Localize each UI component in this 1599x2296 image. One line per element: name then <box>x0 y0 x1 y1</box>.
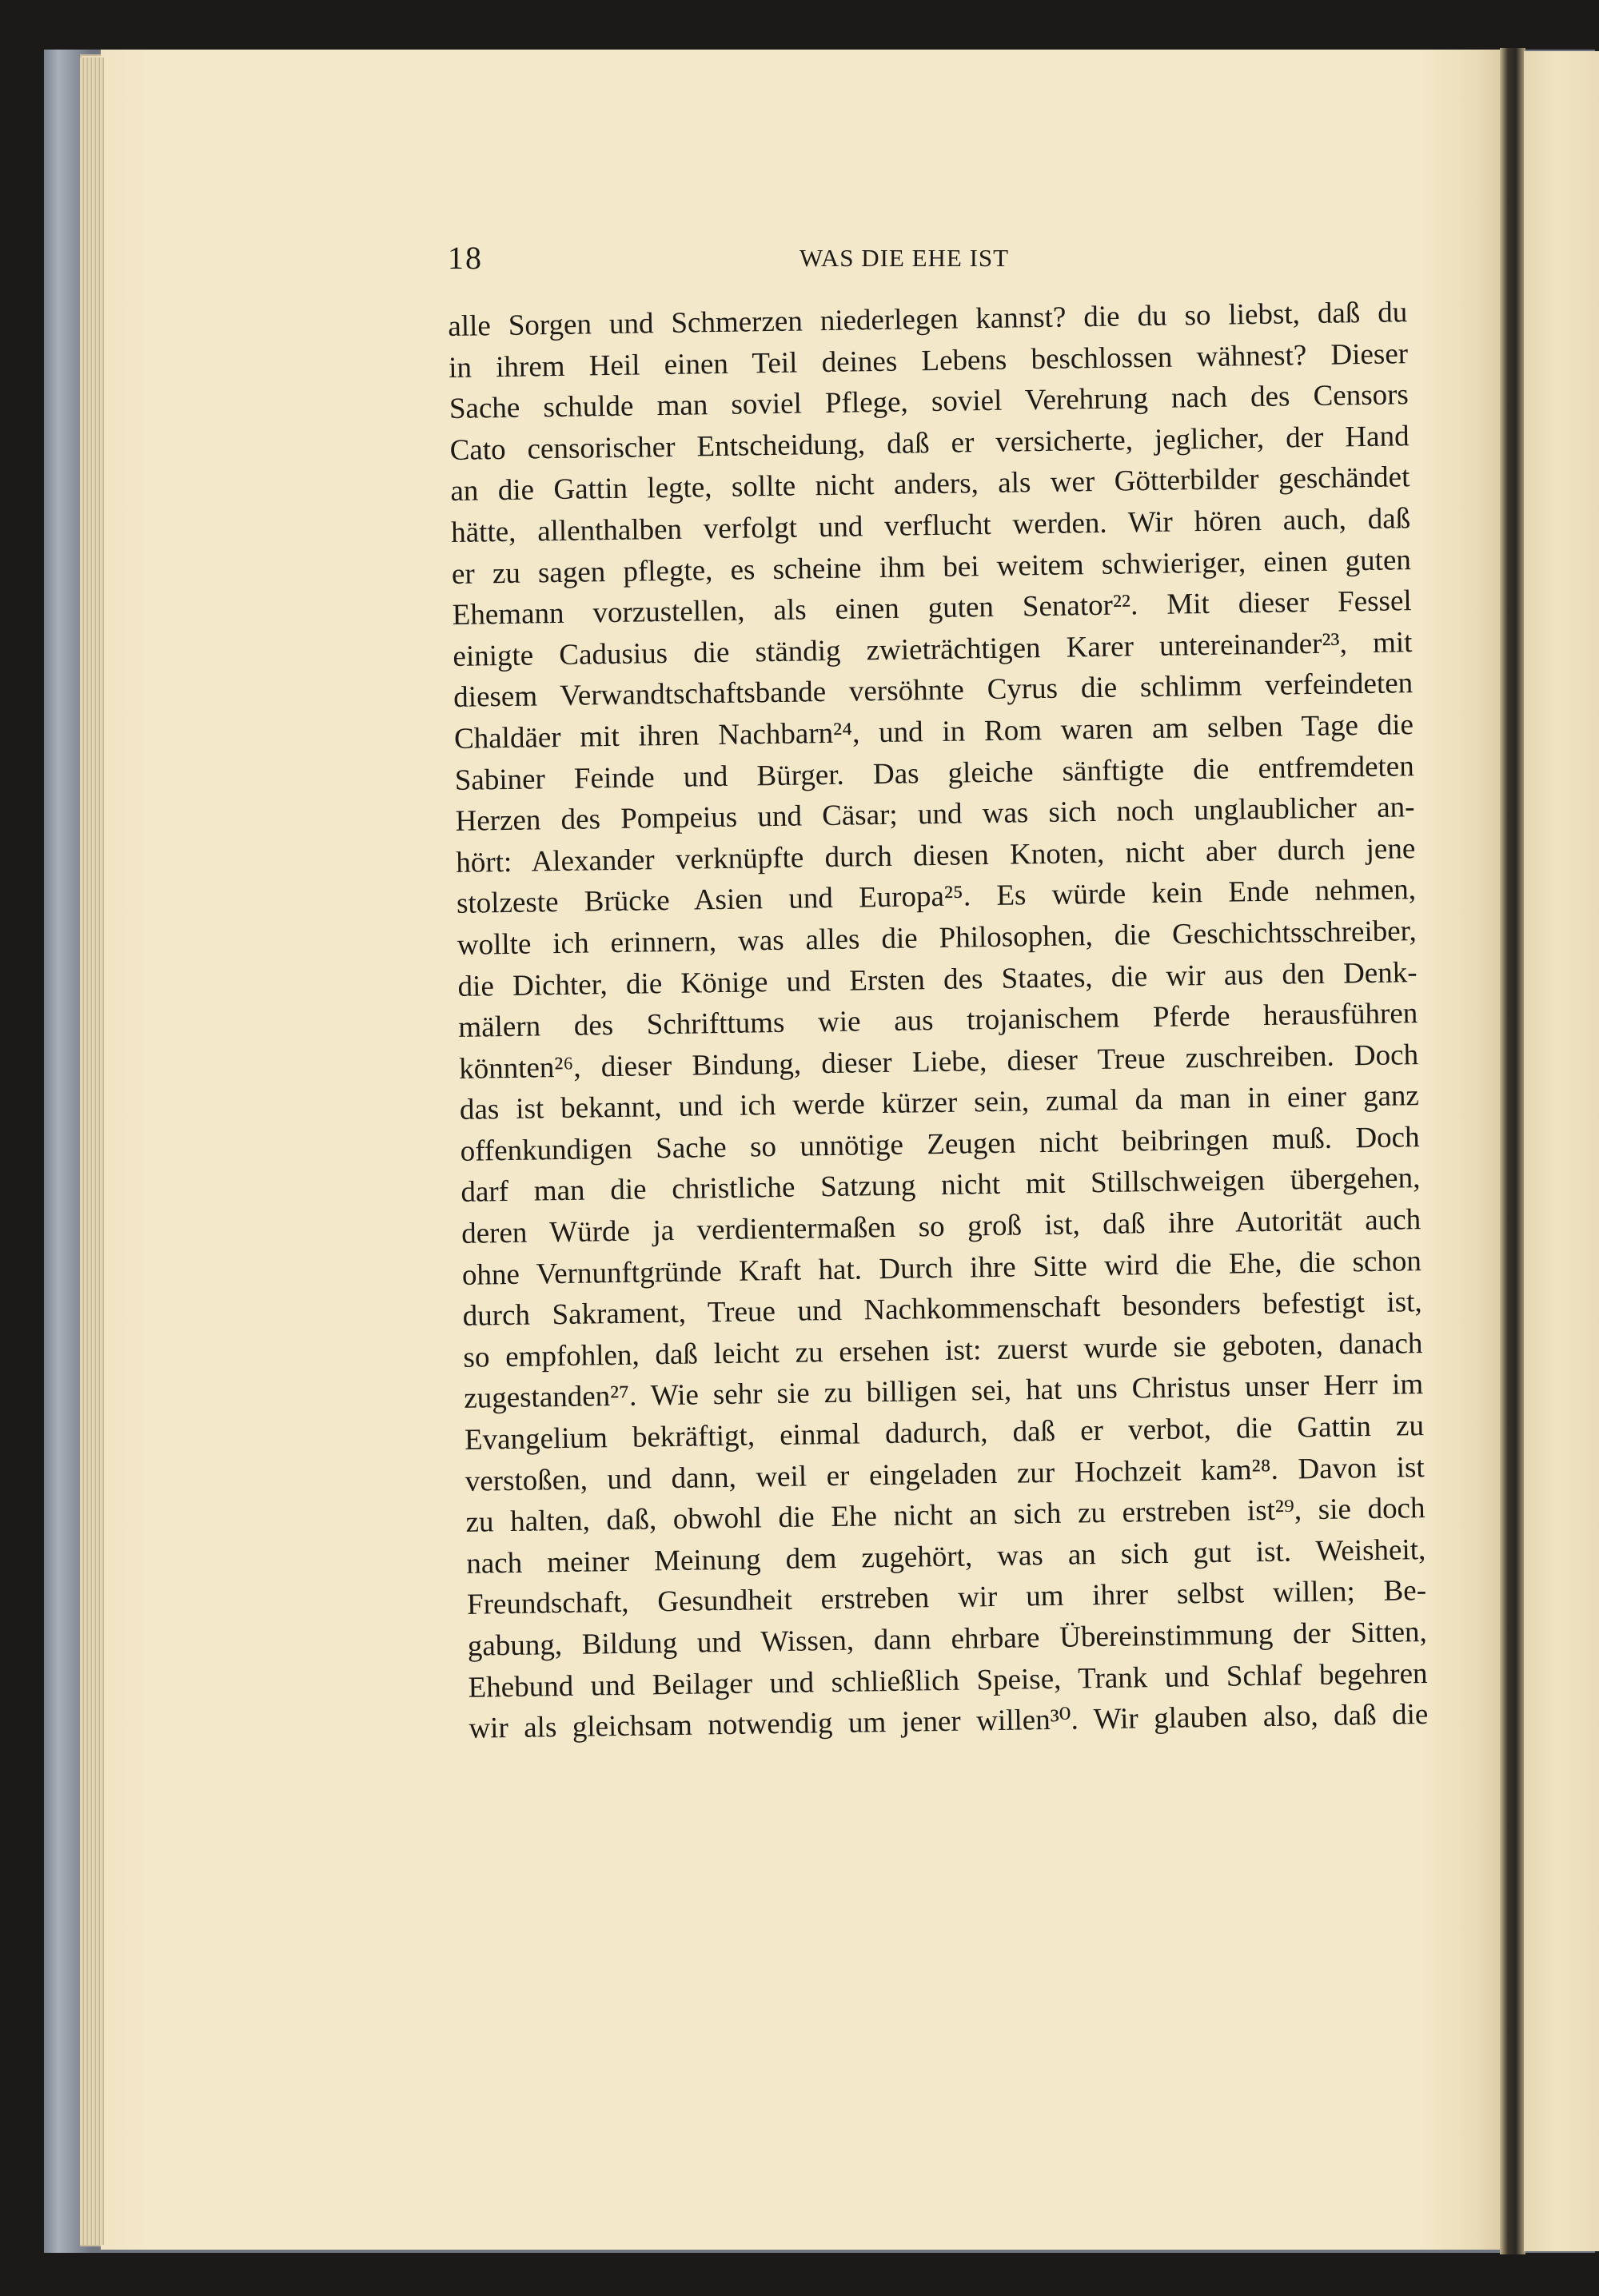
text-line: die Dichter, die Könige und Ersten des Staates, die wir aus den Denk- <box>457 955 1418 1003</box>
text-line: stolzeste Brücke Asien und Europa²⁵. Es würde kein Ende nehmen, <box>456 873 1417 921</box>
book-gutter <box>1500 48 1525 2254</box>
text-line: wir als gleichsam notwendig um jener willen³⁰. Wir glauben also, daß die <box>469 1698 1429 1745</box>
facing-page-edge <box>1524 51 1599 2251</box>
text-line: darf man die christliche Satzung nicht mit Stillschweigen übergehen, <box>461 1162 1421 1210</box>
text-line: Ehebund und Beilager und schließlich Speise, Trank und Schlaf begehren <box>468 1656 1428 1704</box>
text-line: Cato censorischer Entscheidung, daß er versicherte, jeglicher, der Hand <box>449 419 1410 467</box>
text-line: er zu sagen pflegte, es scheine ihm bei weitem schwieriger, einen guten <box>451 543 1412 591</box>
page-header <box>448 238 1039 278</box>
text-line: Chaldäer mit ihren Nachbarn²⁴, und in Rom waren am selben Tage die <box>453 708 1414 755</box>
text-line: Sabiner Feinde und Bürger. Das gleiche sänftigte die entfremdeten <box>454 749 1414 797</box>
text-line: wollte ich erinnern, was alles die Philosophen, die Geschichtsschreiber, <box>457 915 1418 962</box>
running-title: WAS DIE EHE IST <box>800 244 1010 272</box>
text-line: alle Sorgen und Schmerzen niederlegen kannst? die du so liebst, daß du <box>448 296 1408 343</box>
text-line: in ihrem Heil einen Teil deines Lebens beschlossen wähnest? Dieser <box>448 337 1409 385</box>
text-line: durch Sakrament, Treue und Nachkommenschaft besonders befestigt ist, <box>462 1286 1422 1333</box>
text-line: Herzen des Pompeius und Cäsar; und was sich noch unglaublicher an- <box>455 791 1415 839</box>
text-line: Evangelium bekräftigt, einmal dadurch, daß er verbot, die Gattin zu <box>464 1409 1425 1457</box>
text-line: zu halten, daß, obwohl die Ehe nicht an sich zu erstreben ist²⁹, sie doch <box>465 1492 1426 1540</box>
text-line: an die Gattin legte, sollte nicht anders, als wer Götterbilder geschändet <box>450 460 1410 508</box>
text-line: so empfohlen, daß leicht zu ersehen ist: zuerst wurde sie geboten, danach <box>463 1326 1423 1374</box>
text-line: mälern des Schrifttums wie aus trojanischem Pferde herausführen <box>458 997 1418 1044</box>
text-line: Ehemann vorzustellen, als einen guten Senator²². Mit dieser Fessel <box>452 584 1412 632</box>
text-line: ohne Vernunftgründe Kraft hat. Durch ihre Sitte wird die Ehe, die schon <box>461 1244 1422 1292</box>
text-line: nach meiner Meinung dem zugehört, was an sich gut ist. Weisheit, <box>466 1533 1426 1580</box>
page-number: 18 <box>448 240 483 276</box>
text-line: diesem Verwandtschaftsbande versöhnte Cyrus die schlimm verfeindeten <box>453 667 1414 715</box>
text-line: zugestanden²⁷. Wie sehr sie zu billigen sei, hat uns Christus unser Herr im <box>463 1368 1424 1416</box>
text-line: einigte Cadusius die ständig zwieträchtigen Karer untereinander²³, mit <box>453 625 1413 673</box>
text-line: Sache schulde man soviel Pflege, soviel Verehrung nach des Censors <box>449 378 1410 426</box>
text-line: verstoßen, und dann, weil er eingeladen zur Hochzeit kam²⁸. Davon ist <box>465 1450 1425 1498</box>
text-line: hätte, allenthalben verfolgt und verflucht werden. Wir hören auch, daß <box>450 502 1411 549</box>
text-line: gabung, Bildung und Wissen, dann ehrbare Übereinstimmung der Sitten, <box>467 1616 1428 1663</box>
text-line: könnten²⁶, dieser Bindung, dieser Liebe, dieser Treue zuschreiben. Doch <box>458 1038 1419 1086</box>
page-edges <box>80 58 104 2245</box>
body-text <box>448 292 1429 1749</box>
text-line: hört: Alexander verknüpfte durch diesen Knoten, nicht aber durch jene <box>456 831 1416 879</box>
text-line: deren Würde ja verdientermaßen so groß ist, daß ihre Autorität auch <box>461 1203 1422 1250</box>
text-line: das ist bekannt, und ich werde kürzer sein, zumal da man in einer ganz <box>459 1079 1420 1127</box>
text-line: offenkundigen Sache so unnötige Zeugen nicht beibringen muß. Doch <box>460 1120 1420 1168</box>
text-line: Freundschaft, Gesundheit erstreben wir um ihrer selbst willen; Be- <box>466 1574 1427 1622</box>
